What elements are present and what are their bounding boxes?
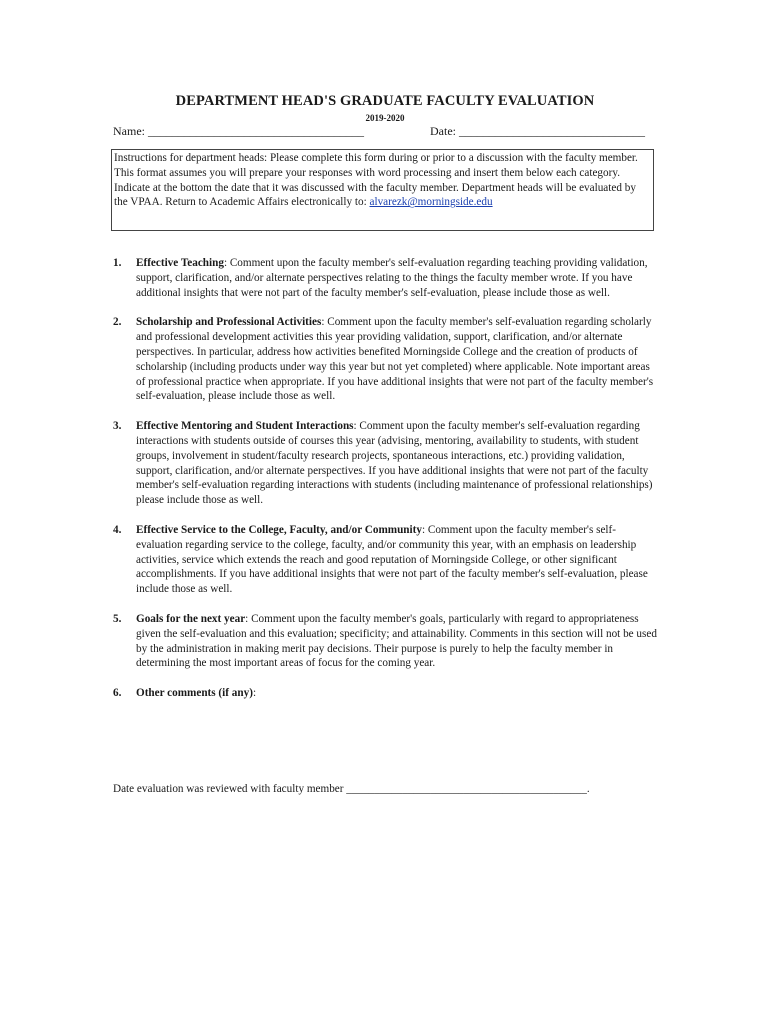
item-title: Effective Service to the College, Faculty, and/or Community — [136, 523, 422, 536]
academic-year: 2019-2020 — [365, 113, 405, 123]
item-number: 5. — [113, 612, 122, 625]
name-field-line: Name: ____________________________________ — [113, 124, 364, 138]
evaluation-item-teaching — [113, 256, 658, 300]
evaluation-item-other-comments — [113, 686, 658, 701]
instructions-text: Instructions for department heads: Please complete this form during or prior to a discussion with the faculty member. This format assumes you will prepare your responses with word processing and insert them below each category. Indicate at the bottom the date that it was discussed with the faculty member. Department heads will be evaluated by the VPAA. Return to Academic Affairs electronically to: — [114, 152, 638, 209]
evaluation-item-service — [113, 523, 658, 597]
item-number: 2. — [113, 316, 122, 329]
item-body — [136, 612, 658, 671]
evaluation-item-mentoring — [113, 419, 658, 508]
evaluation-items — [113, 256, 658, 701]
evaluation-item-scholarship — [113, 315, 658, 404]
item-body — [136, 523, 658, 597]
item-text: : — [252, 687, 257, 700]
evaluation-item-goals — [113, 612, 658, 671]
item-body — [136, 256, 658, 300]
email-link[interactable]: alvarezk@morningside.edu — [369, 196, 493, 209]
date-field-line: Date: _______________________________ — [430, 124, 645, 138]
item-body — [136, 315, 658, 404]
item-text: : Comment upon the faculty member's goals, particularly with regard to appropriateness given the self-evaluation and this evaluation; specificity; and attainability. Comments in this section will not be used by the administration in making merit pay decisions. Their purpose is purely to help the faculty member in determining the most important areas of focus for the coming year. — [136, 612, 657, 670]
page-title: DEPARTMENT HEAD'S GRADUATE FACULTY EVALUATION — [175, 93, 595, 109]
item-number: 4. — [113, 523, 122, 536]
item-title: Effective Mentoring and Student Interactions — [136, 420, 354, 433]
item-body — [136, 686, 658, 701]
item-text: : Comment upon the faculty member's self-evaluation regarding service to the college, faculty, and/or community this year, with an emphasis on leadership activities, service which extends the reach and good reputation of Morningside College, or other significant accomplishments. If you have additional insights that were not part of the faculty member's self-evaluation, please include those as well. — [136, 523, 648, 596]
item-title: Effective Teaching — [136, 257, 224, 269]
item-text: : Comment upon the faculty member's self-evaluation regarding teaching providing validation, support, clarification, and/or alternate perspectives relating to the things the faculty member wrote. If you have additional insights that were not part of the faculty member's self-evaluation, please include those as well. — [136, 257, 648, 299]
instructions-box — [111, 149, 654, 231]
item-title: Goals for the next year — [136, 612, 246, 625]
item-number: 3. — [113, 420, 122, 433]
item-text: : Comment upon the faculty member's self-evaluation regarding scholarly and professional development activities this year providing validation, support, clarification, and/or alternate perspectives. In particular, address how activities benefited Morningside College and the creation of products of scholarship (including products under way this year but not yet completed) where applicable. Note important areas of professional practice when appropriate. If you have additional insights that were not part of the faculty member's self-evaluation, please include those as well. — [136, 316, 654, 403]
item-title: Scholarship and Professional Activities — [136, 316, 322, 329]
item-number: 6. — [113, 687, 122, 700]
item-text: : Comment upon the faculty member's self-evaluation regarding interactions with students outside of courses this year (advising, mentoring, availability to students, with student groups, involvement in student/faculty research projects, spontaneous interactions, etc.) providing validation, support, clarification, and/or alternate perspectives. If you have additional insights that were not part of the faculty member's self-evaluation regarding interactions with students (including maintenance of professional relationships) please include those as well. — [136, 420, 653, 507]
item-body — [136, 419, 658, 508]
item-title: Other comments (if any) — [136, 687, 253, 700]
item-number: 1. — [113, 257, 122, 269]
review-date-line: Date evaluation was reviewed with faculty member ___________________________________________. — [113, 783, 590, 795]
